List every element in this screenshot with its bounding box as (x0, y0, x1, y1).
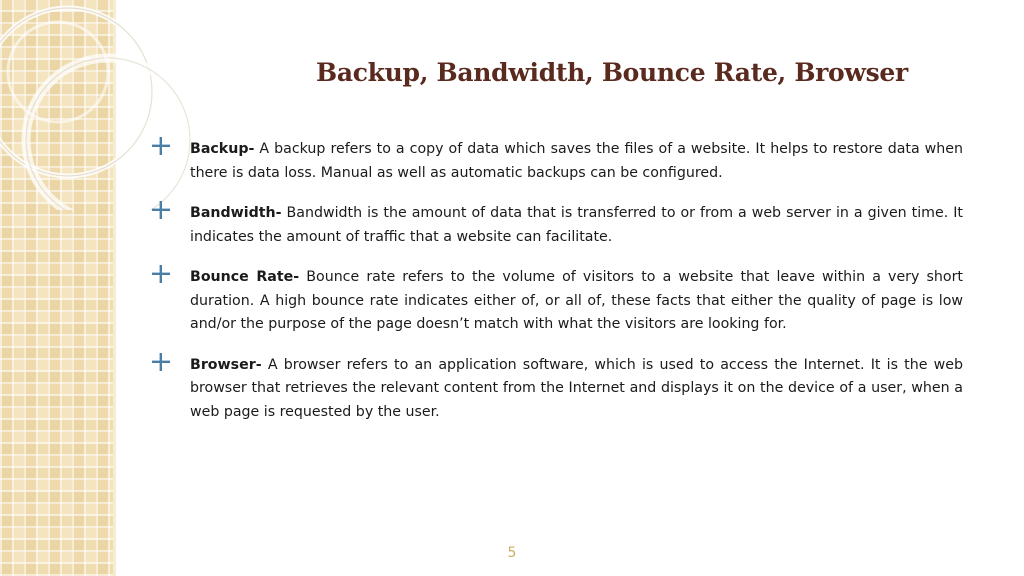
bullet-item-browser (150, 354, 963, 425)
plus-icon (150, 263, 172, 285)
slide-title: Backup, Bandwidth, Bounce Rate, Browser (316, 58, 908, 87)
plus-icon (150, 135, 172, 157)
bullet-item-backup (150, 138, 963, 185)
bullet-term: Bounce Rate- (190, 269, 300, 285)
bullet-term: Backup- (190, 141, 255, 157)
bullet-text: Bounce rate refers to the volume of visitors to a website that leave within a very short duration. A high bounce rate indicates either of, or all of, these facts that either the quality of page is low and/or the purpose of the page doesn’t match with what the visitors are looking for. (190, 269, 963, 332)
bullet-item-bounce-rate (150, 266, 963, 337)
bullet-list (150, 138, 963, 441)
plus-icon (150, 199, 172, 221)
bullet-text: A backup refers to a copy of data which saves the files of a website. It helps to restore data when there is data loss. Manual as well as automatic backups can be configured. (190, 141, 963, 181)
bullet-item-bandwidth (150, 202, 963, 249)
bullet-term: Browser- (190, 356, 262, 373)
plus-icon (150, 351, 172, 373)
bullet-text: A browser refers to an application software, which is used to access the Internet. It is the web browser that retrieves the relevant content from the Internet and displays it on the device of a user, when a web page is requested by the user. (190, 356, 963, 420)
page-number: 5 (507, 545, 517, 561)
bullet-term: Bandwidth- (190, 205, 282, 221)
bullet-text: Bandwidth is the amount of data that is transferred to or from a web server in a given time. It indicates the amount of traffic that a website can facilitate. (190, 205, 963, 245)
